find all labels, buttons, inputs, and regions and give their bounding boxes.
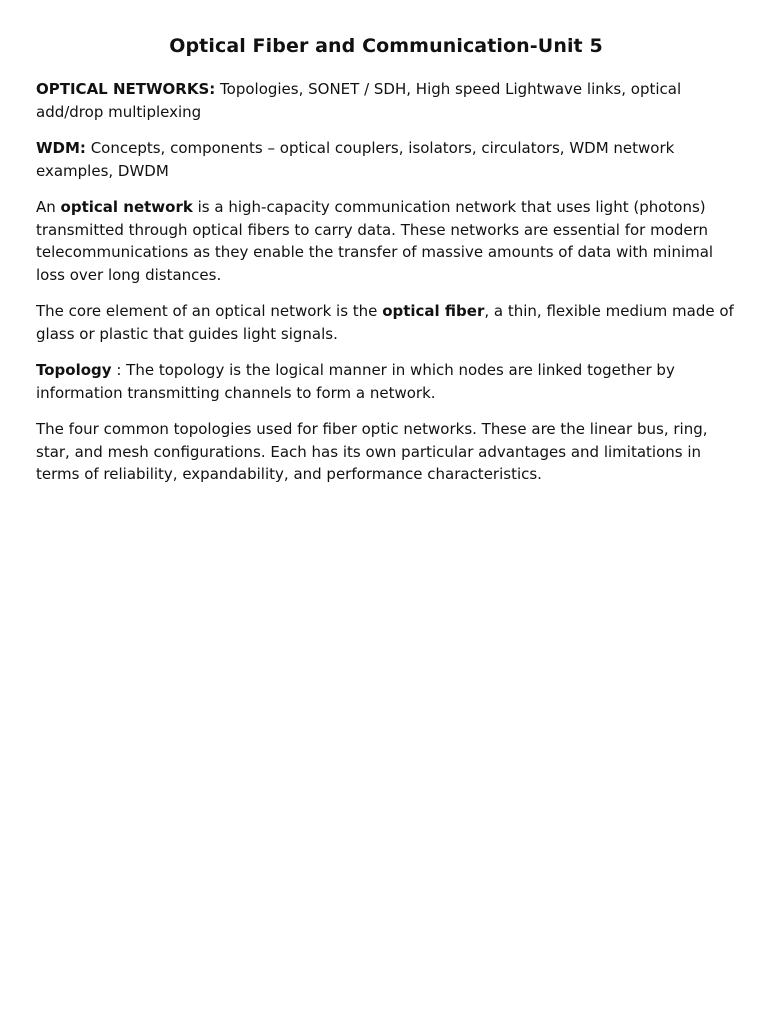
document-page xyxy=(36,32,736,500)
paragraph-text: is a high-capacity communication network that uses light (photons) transmitted through optical fibers to carry data. These networks are essential for modern telecommunications as they enable the transfer of massive amounts of data with minimal loss over long distances. xyxy=(36,198,714,284)
paragraph-text: The core element of an optical network is the xyxy=(36,302,383,320)
paragraph-text: An xyxy=(36,198,61,216)
paragraph-core-element xyxy=(36,300,736,345)
paragraph-topology-definition xyxy=(36,359,736,404)
paragraph-optical-network-definition xyxy=(36,196,736,286)
bold-term-optical-fiber: optical fiber xyxy=(382,302,485,320)
syllabus-wdm xyxy=(36,137,736,182)
paragraph-four-topologies: The four common topologies used for fiber optic networks. These are the linear bus, ring, star, and mesh configurations. Each has its own particular advantages and limitations in terms of reliability, expandability, and performance characteristics. xyxy=(36,420,708,483)
syllabus-text-optical-networks: Topologies, SONET / SDH, High speed Lightwave links, optical add/drop multiplexing xyxy=(36,80,682,121)
bold-term-topology: Topology xyxy=(36,361,112,379)
document-title: Optical Fiber and Communication-Unit 5 xyxy=(169,35,603,57)
syllabus-heading-wdm: WDM: xyxy=(36,139,86,157)
bold-term-optical-network: optical network xyxy=(60,198,193,216)
paragraph-text: , a thin, flexible medium made of glass or plastic that guides light signals. xyxy=(36,302,734,343)
syllabus-heading-optical-networks: OPTICAL NETWORKS: xyxy=(36,80,216,98)
syllabus-optical-networks xyxy=(36,78,736,123)
paragraph-text: : The topology is the logical manner in which nodes are linked together by information transmitting channels to form a network. xyxy=(36,361,675,402)
syllabus-text-wdm: Concepts, components – optical couplers, isolators, circulators, WDM network examples, DWDM xyxy=(36,139,675,180)
